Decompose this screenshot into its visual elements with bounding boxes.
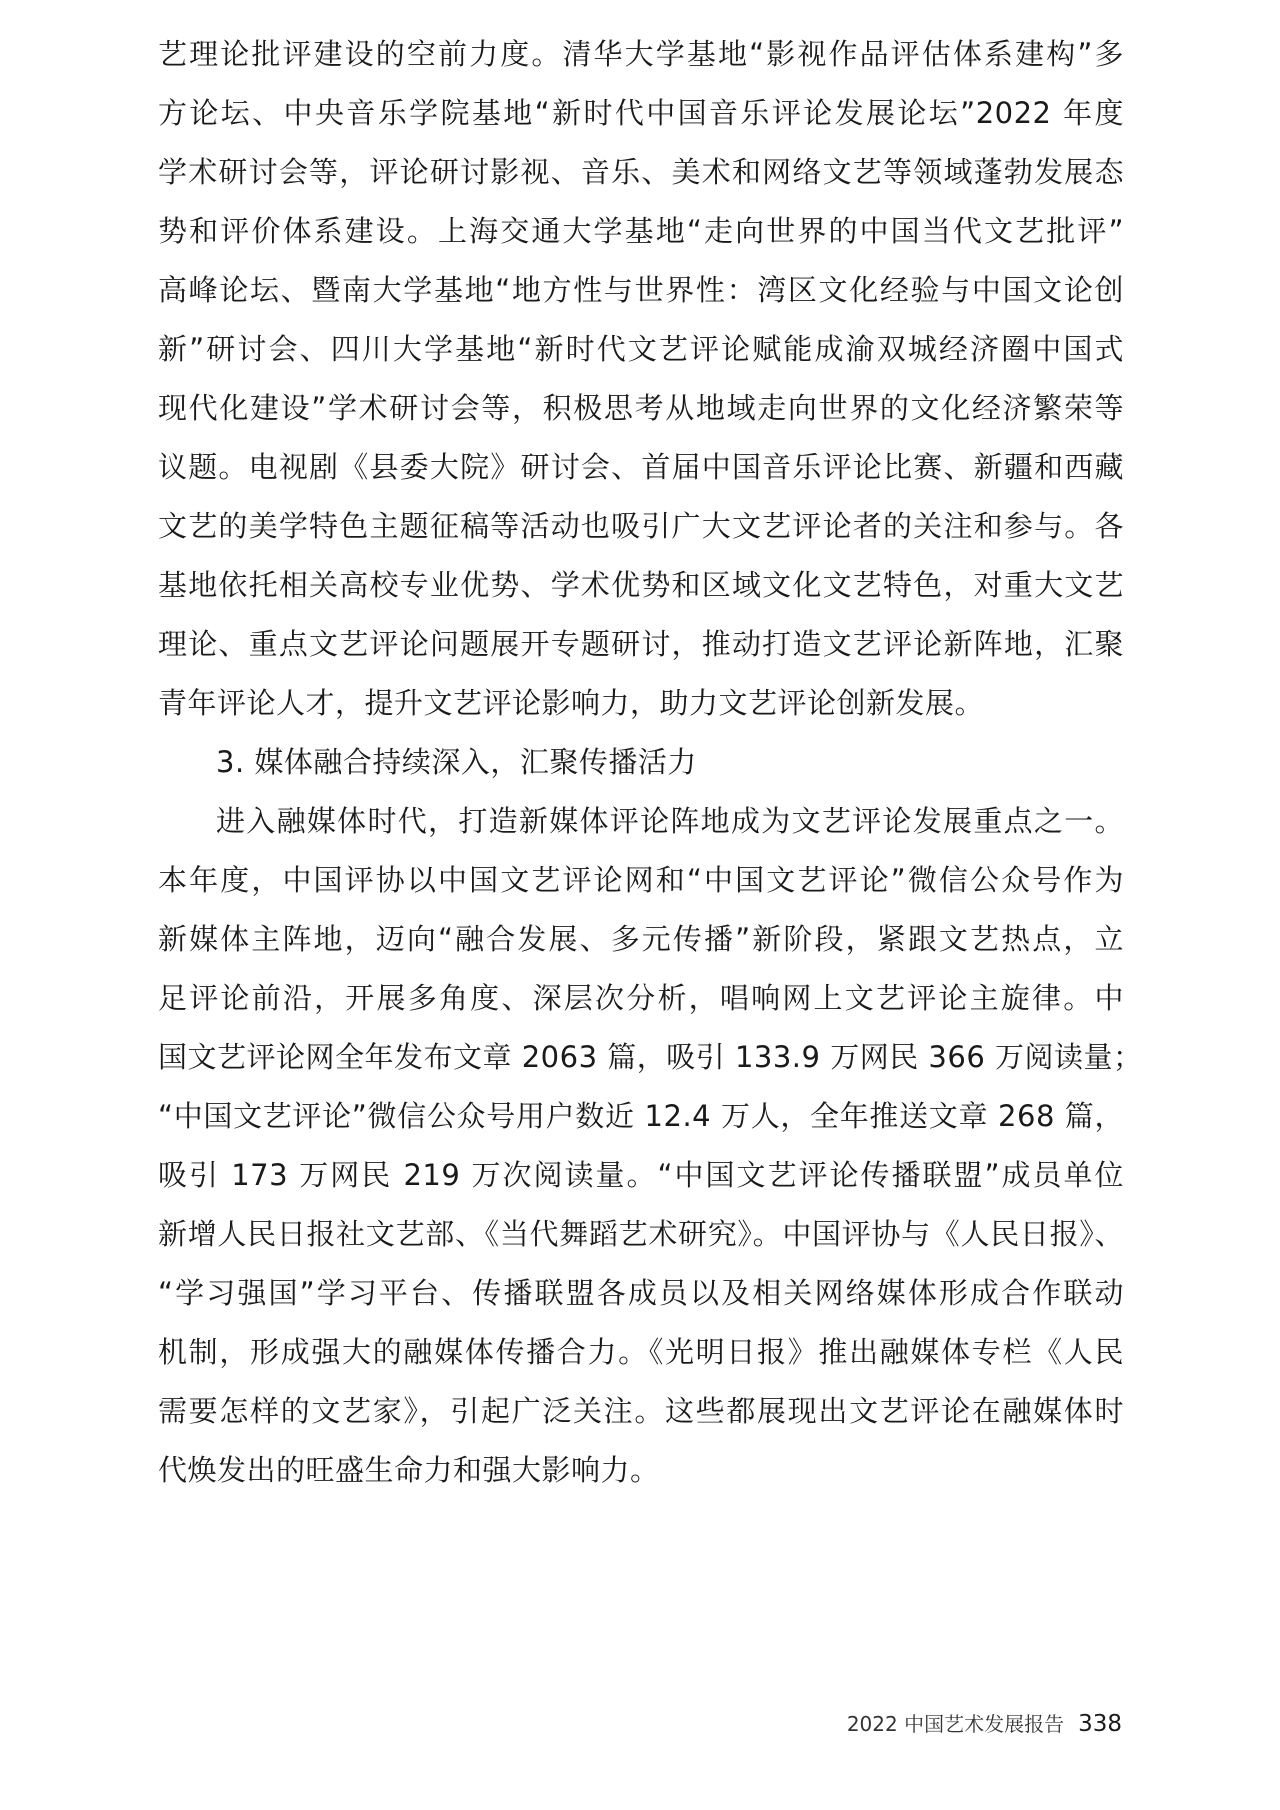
- page-footer: [847, 1708, 1122, 1737]
- text-line: 议题。电视剧《县委大院》研讨会、首届中国音乐评论比赛、新疆和西藏: [158, 450, 1124, 484]
- text-line: 进入融媒体时代，打造新媒体评论阵地成为文艺评论发展重点之一。: [216, 804, 1124, 838]
- text-line: 青年评论人才，提升文艺评论影响力，助力文艺评论创新发展。: [158, 686, 985, 720]
- text-line: 吸引 173 万网民 219 万次阅读量。“中国文艺评论传播联盟”成员单位: [158, 1158, 1124, 1192]
- footer-title: 2022 中国艺术发展报告: [846, 1712, 1065, 1736]
- text-line: 势和评价体系建设。上海交通大学基地“走向世界的中国当代文艺批评”: [158, 214, 1124, 248]
- text-line: 基地依托相关高校专业优势、学术优势和区域文化文艺特色，对重大文艺: [158, 568, 1124, 602]
- text-line: 新媒体主阵地，迈向“融合发展、多元传播”新阶段，紧跟文艺热点，立: [158, 922, 1124, 956]
- body-text: [158, 25, 1143, 1500]
- text-line: 机制，形成强大的融媒体传播合力。《光明日报》推出融媒体专栏《人民: [158, 1335, 1124, 1369]
- text-line: 学术研讨会等，评论研讨影视、音乐、美术和网络文艺等领域蓬勃发展态: [158, 155, 1124, 189]
- paragraph-2: [158, 792, 1143, 1500]
- text-line: 新”研讨会、四川大学基地“新时代文艺评论赋能成渝双城经济圈中国式: [158, 332, 1124, 366]
- text-line: 文艺的美学特色主题征稿等活动也吸引广大文艺评论者的关注和参与。各: [158, 509, 1124, 543]
- text-line: 国文艺评论网全年发布文章 2063 篇，吸引 133.9 万网民 366 万阅读量；: [158, 1040, 1143, 1074]
- paragraph-1: [158, 25, 1124, 733]
- text-line: 新增人民日报社文艺部、《当代舞蹈艺术研究》。中国评协与《人民日报》、: [158, 1217, 1124, 1251]
- text-line: 本年度，中国评协以中国文艺评论网和“中国文艺评论”微信公众号作为: [158, 863, 1124, 897]
- text-line: 现代化建设”学术研讨会等，积极思考从地域走向世界的文化经济繁荣等: [158, 391, 1124, 425]
- section-heading: 3. 媒体融合持续深入，汇聚传播活力: [216, 745, 697, 779]
- text-line: 理论、重点文艺评论问题展开专题研讨，推动打造文艺评论新阵地，汇聚: [158, 627, 1124, 661]
- text-line: “学习强国”学习平台、传播联盟各成员以及相关网络媒体形成合作联动: [158, 1276, 1124, 1310]
- text-line: 方论坛、中央音乐学院基地“新时代中国音乐评论发展论坛”2022 年度: [158, 96, 1124, 130]
- page-number: 338: [1078, 1711, 1122, 1737]
- text-line: 需要怎样的文艺家》，引起广泛关注。这些都展现出文艺评论在融媒体时: [158, 1394, 1124, 1428]
- text-line: 高峰论坛、暨南大学基地“地方性与世界性：湾区文化经验与中国文论创: [158, 273, 1124, 307]
- text-line: 艺理论批评建设的空前力度。清华大学基地“影视作品评估体系建构”多: [158, 37, 1124, 71]
- text-line: 代焕发出的旺盛生命力和强大影响力。: [158, 1453, 660, 1487]
- text-line: “中国文艺评论”微信公众号用户数近 12.4 万人，全年推送文章 268 篇，: [158, 1099, 1124, 1133]
- text-line: 足评论前沿，开展多角度、深层次分析，唱响网上文艺评论主旋律。中: [158, 981, 1124, 1015]
